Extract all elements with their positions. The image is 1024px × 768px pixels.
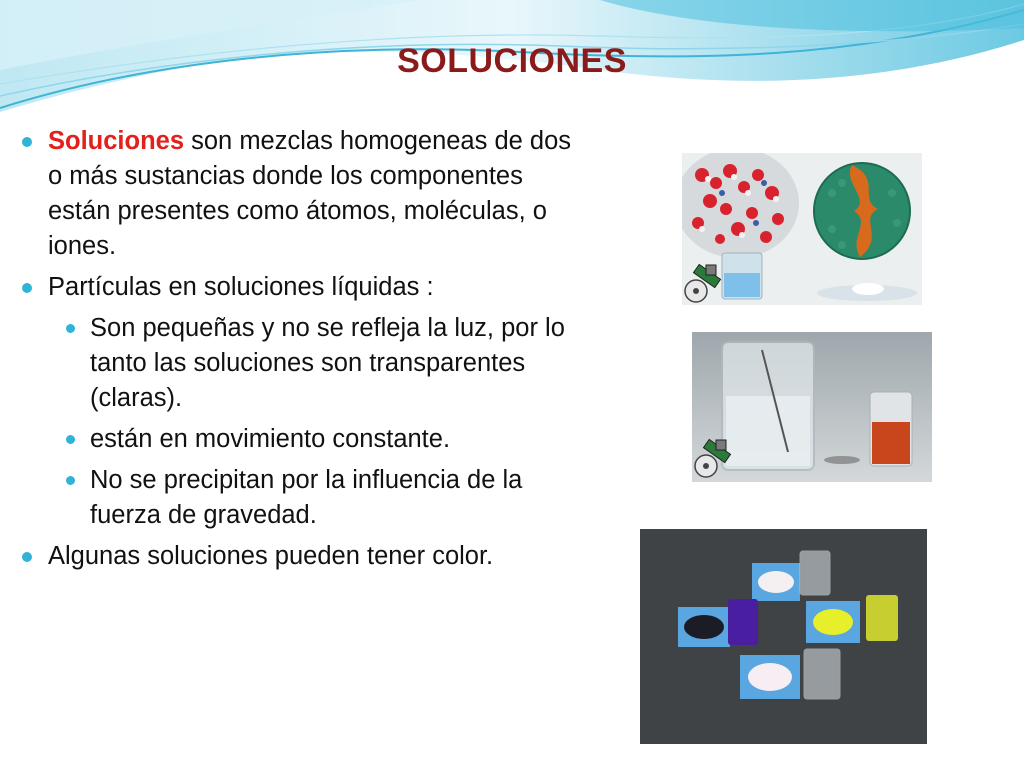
bullet-list <box>22 124 582 580</box>
bullet-dot-icon <box>66 435 75 444</box>
bullet-dot-icon <box>66 476 75 485</box>
molecules-video-image[interactable] <box>682 153 922 305</box>
bullet-dot-icon <box>22 283 32 293</box>
bullet-text: están en movimiento constante. <box>90 425 451 453</box>
bullet-dot-icon <box>66 324 75 333</box>
beakers-video-image[interactable] <box>692 332 932 482</box>
bullet-dot-icon <box>22 552 32 562</box>
bullet-item <box>22 270 582 305</box>
film-reel-icon[interactable] <box>682 263 724 305</box>
film-reel-icon[interactable] <box>692 438 734 480</box>
slide-title: SOLUCIONES <box>397 42 627 80</box>
bullet-item <box>22 124 582 264</box>
sub-bullet-item <box>22 311 582 416</box>
bullet-text: Algunas soluciones pueden tener color. <box>48 542 494 570</box>
bullet-item <box>22 539 582 574</box>
highlight-term: Soluciones <box>48 127 185 155</box>
bullet-text: Partículas en soluciones líquidas : <box>48 273 434 301</box>
bullet-text: Son pequeñas y no se refleja la luz, por lo tanto las soluciones son transparentes (claras). <box>90 314 565 412</box>
colored-powders-image <box>640 529 927 744</box>
bullet-dot-icon <box>22 137 32 147</box>
sub-bullet-item <box>22 422 582 457</box>
bullet-text: son mezclas homogeneas de dos o más sustancias donde los componentes están presentes como átomos, moléculas, o iones. <box>48 127 572 260</box>
sub-bullet-item <box>22 463 582 533</box>
bullet-text: No se precipitan por la influencia de la fuerza de gravedad. <box>90 466 523 529</box>
